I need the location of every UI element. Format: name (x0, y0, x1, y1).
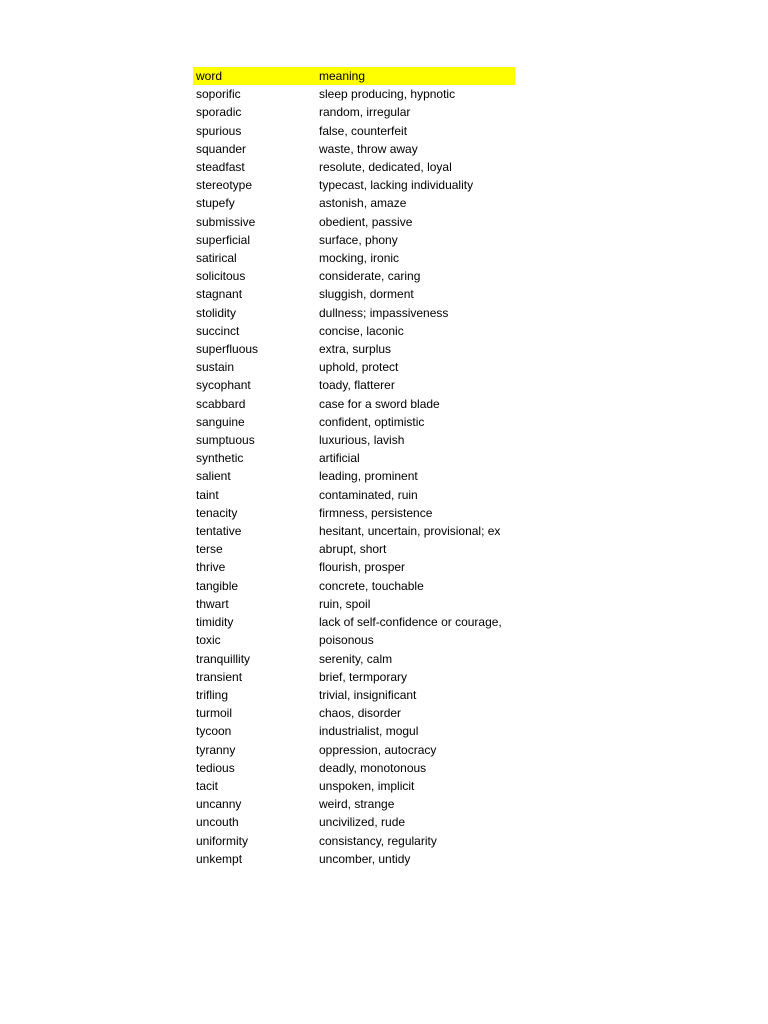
word-cell: uncanny (196, 797, 242, 812)
word-cell: tranquillity (196, 651, 251, 666)
meaning-cell: contaminated, ruin (319, 487, 418, 502)
meaning-cell: artificial (319, 451, 360, 466)
meaning-cell: trivial, insignificant (319, 687, 417, 702)
table-row (193, 522, 515, 540)
table-row (193, 686, 515, 704)
word-cell: uniformity (196, 833, 249, 848)
meaning-cell: flourish, prosper (319, 560, 406, 575)
word-cell: stereotype (196, 178, 253, 193)
word-cell: trifling (196, 687, 229, 702)
table-row (193, 304, 515, 322)
meaning-cell: luxurious, lavish (319, 433, 405, 448)
table-row (193, 249, 515, 267)
table-row (193, 467, 515, 485)
table-row (193, 176, 515, 194)
word-cell: sustain (196, 360, 235, 375)
meaning-cell: case for a sword blade (319, 396, 440, 411)
meaning-cell: sluggish, dorment (319, 287, 414, 302)
meaning-cell: concise, laconic (319, 323, 404, 338)
table-row (193, 777, 515, 795)
table-row (193, 449, 515, 467)
meaning-cell: abrupt, short (319, 542, 387, 557)
table-row (193, 558, 515, 576)
word-cell: thrive (196, 560, 226, 575)
word-cell: steadfast (196, 160, 245, 175)
table-row (193, 340, 515, 358)
word-cell: uncouth (196, 815, 239, 830)
table-row (193, 613, 515, 631)
meaning-cell: obedient, passive (319, 214, 413, 229)
word-cell: sumptuous (196, 433, 255, 448)
table-row (193, 722, 515, 740)
word-cell: tycoon (196, 724, 232, 739)
word-cell: satirical (196, 251, 237, 266)
word-cell: tangible (196, 578, 239, 593)
table-row (193, 285, 515, 303)
word-cell: timidity (196, 615, 234, 630)
column-header-word: word (193, 67, 316, 85)
table-row (193, 103, 515, 121)
word-cell: unkempt (196, 851, 243, 866)
table-row (193, 395, 515, 413)
word-cell: squander (196, 141, 247, 156)
word-cell: transient (196, 669, 243, 684)
meaning-cell: astonish, amaze (319, 196, 407, 211)
word-cell: tyranny (196, 742, 236, 757)
word-cell: stagnant (196, 287, 243, 302)
meaning-cell: typecast, lacking individuality (319, 178, 474, 193)
table-row (193, 631, 515, 649)
word-cell: stupefy (196, 196, 235, 211)
meaning-cell: weird, strange (319, 797, 395, 812)
table-row (193, 741, 515, 759)
meaning-cell: uphold, protect (319, 360, 399, 375)
meaning-cell: serenity, calm (319, 651, 393, 666)
meaning-cell: surface, phony (319, 232, 398, 247)
meaning-cell: poisonous (319, 633, 374, 648)
vocabulary-table (193, 67, 515, 868)
word-cell: sanguine (196, 414, 245, 429)
word-cell: succinct (196, 323, 240, 338)
meaning-cell: firmness, persistence (319, 505, 433, 520)
table-header-row (193, 67, 515, 85)
table-row (193, 322, 515, 340)
table-row (193, 122, 515, 140)
meaning-cell: lack of self-confidence or courage, (319, 615, 502, 630)
meaning-cell: confident, optimistic (319, 414, 425, 429)
table-row (193, 832, 515, 850)
table-row (193, 85, 515, 103)
word-cell: toxic (196, 633, 221, 648)
table-row (193, 486, 515, 504)
meaning-cell: concrete, touchable (319, 578, 424, 593)
word-cell: terse (196, 542, 223, 557)
table-row (193, 413, 515, 431)
meaning-cell: hesitant, uncertain, provisional; ex (319, 524, 501, 539)
table-row (193, 431, 515, 449)
word-cell: solicitous (196, 269, 246, 284)
meaning-cell: toady, flatterer (319, 378, 395, 393)
word-cell: scabbard (196, 396, 246, 411)
word-cell: taint (196, 487, 219, 502)
meaning-cell: considerate, caring (319, 269, 421, 284)
table-row (193, 213, 515, 231)
word-cell: spurious (196, 123, 242, 138)
word-cell: submissive (196, 214, 256, 229)
meaning-cell: sleep producing, hypnotic (319, 87, 456, 102)
vocabulary-table-body (193, 67, 515, 868)
meaning-cell: leading, prominent (319, 469, 418, 484)
meaning-cell: uncivilized, rude (319, 815, 406, 830)
table-row (193, 267, 515, 285)
table-row (193, 595, 515, 613)
meaning-cell: oppression, autocracy (319, 742, 437, 757)
meaning-cell: random, irregular (319, 105, 411, 120)
meaning-cell: uncomber, untidy (319, 851, 411, 866)
word-cell: tentative (196, 524, 242, 539)
word-cell: sycophant (196, 378, 251, 393)
table-row (193, 759, 515, 777)
meaning-cell: ruin, spoil (319, 596, 371, 611)
word-cell: tedious (196, 760, 235, 775)
word-cell: turmoil (196, 706, 233, 721)
word-cell: sporadic (196, 105, 242, 120)
table-row (193, 376, 515, 394)
table-row (193, 704, 515, 722)
table-row (193, 194, 515, 212)
column-header-meaning: meaning (316, 67, 515, 85)
word-cell: thwart (196, 596, 229, 611)
table-row (193, 795, 515, 813)
meaning-cell: extra, surplus (319, 342, 392, 357)
meaning-cell: chaos, disorder (319, 706, 402, 721)
table-row (193, 140, 515, 158)
word-cell: stolidity (196, 305, 237, 320)
word-cell: synthetic (196, 451, 244, 466)
table-row (193, 650, 515, 668)
table-row (193, 850, 515, 868)
meaning-cell: resolute, dedicated, loyal (319, 160, 452, 175)
word-cell: salient (196, 469, 231, 484)
table-row (193, 540, 515, 558)
table-row (193, 813, 515, 831)
meaning-cell: unspoken, implicit (319, 778, 415, 793)
table-row (193, 668, 515, 686)
word-cell: superficial (196, 232, 251, 247)
meaning-cell: waste, throw away (319, 141, 418, 156)
meaning-cell: industrialist, mogul (319, 724, 419, 739)
meaning-cell: brief, termporary (319, 669, 408, 684)
table-row (193, 504, 515, 522)
word-cell: tacit (196, 778, 219, 793)
word-cell: superfluous (196, 342, 259, 357)
table-row (193, 231, 515, 249)
meaning-cell: false, counterfeit (319, 123, 408, 138)
table-row (193, 158, 515, 176)
meaning-cell: deadly, monotonous (319, 760, 427, 775)
meaning-cell: mocking, ironic (319, 251, 400, 266)
meaning-cell: dullness; impassiveness (319, 305, 449, 320)
table-row (193, 577, 515, 595)
table-row (193, 358, 515, 376)
word-cell: soporific (196, 87, 241, 102)
meaning-cell: consistancy, regularity (319, 833, 437, 848)
word-cell: tenacity (196, 505, 238, 520)
